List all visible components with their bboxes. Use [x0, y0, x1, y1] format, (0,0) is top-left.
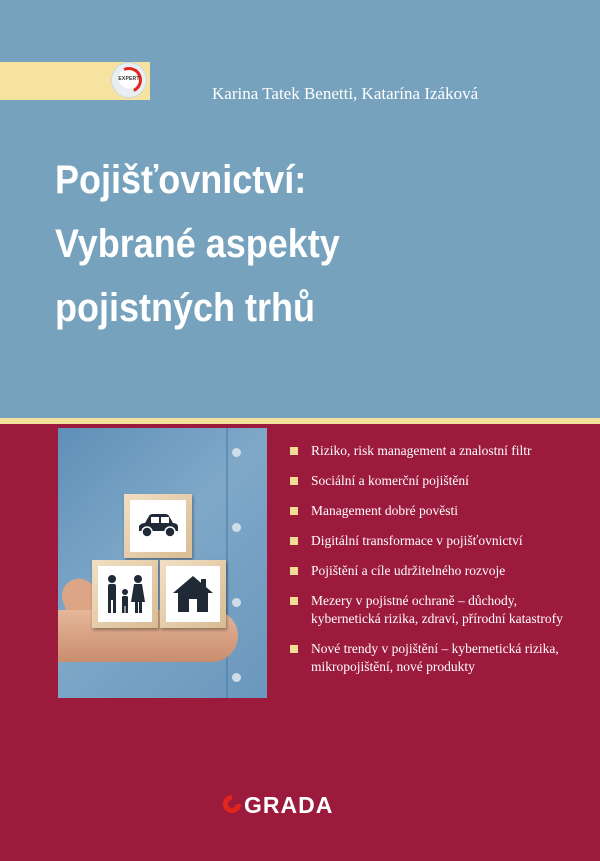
list-item: Management dobré pověsti — [288, 502, 588, 520]
shirt-button — [232, 448, 241, 457]
bullet-square-icon — [290, 597, 298, 605]
publisher-logo — [222, 792, 382, 822]
title-line: Pojišťovnictví: — [55, 158, 307, 202]
topic-list — [288, 442, 588, 688]
authors: Karina Tatek Benetti, Katarína Izáková — [212, 84, 479, 103]
list-item: Pojištění a cíle udržitelného rozvoje — [288, 562, 588, 580]
badge-label: EXPERT — [118, 76, 140, 82]
expert-badge — [112, 63, 146, 97]
grada-logo-icon — [222, 794, 242, 814]
family-block — [92, 560, 158, 628]
title-line: pojistných trhů — [55, 286, 316, 330]
bullet-square-icon — [290, 567, 298, 575]
list-item: Digitální transformace v pojišťovnictví — [288, 532, 588, 550]
bullet-square-icon — [290, 477, 298, 485]
bullet-square-icon — [290, 645, 298, 653]
family-icon — [102, 572, 148, 616]
shirt-button — [232, 523, 241, 532]
car-block — [124, 494, 192, 558]
list-item: Sociální a komerční pojištění — [288, 472, 588, 490]
bullet-square-icon — [290, 447, 298, 455]
publisher-name: GRADA — [244, 792, 334, 818]
list-item: Riziko, risk management a znalostní filtr — [288, 442, 588, 460]
bullet-square-icon — [290, 507, 298, 515]
title-line: Vybrané aspekty — [55, 222, 340, 266]
book-title — [55, 148, 532, 340]
house-block — [160, 560, 226, 628]
shirt-button — [232, 673, 241, 682]
bullet-square-icon — [290, 537, 298, 545]
list-item: Mezery v pojistné ochraně – důchody, kybernetická rizika, zdraví, přírodní katastrofy — [288, 592, 588, 628]
car-icon — [135, 511, 181, 541]
divider-stripe — [0, 418, 600, 424]
house-icon — [170, 573, 216, 615]
list-item: Nové trendy v pojištění – kybernetická rizika, mikropojištění, nové produkty — [288, 640, 588, 676]
cover-photo — [58, 428, 267, 698]
shirt-button — [232, 598, 241, 607]
